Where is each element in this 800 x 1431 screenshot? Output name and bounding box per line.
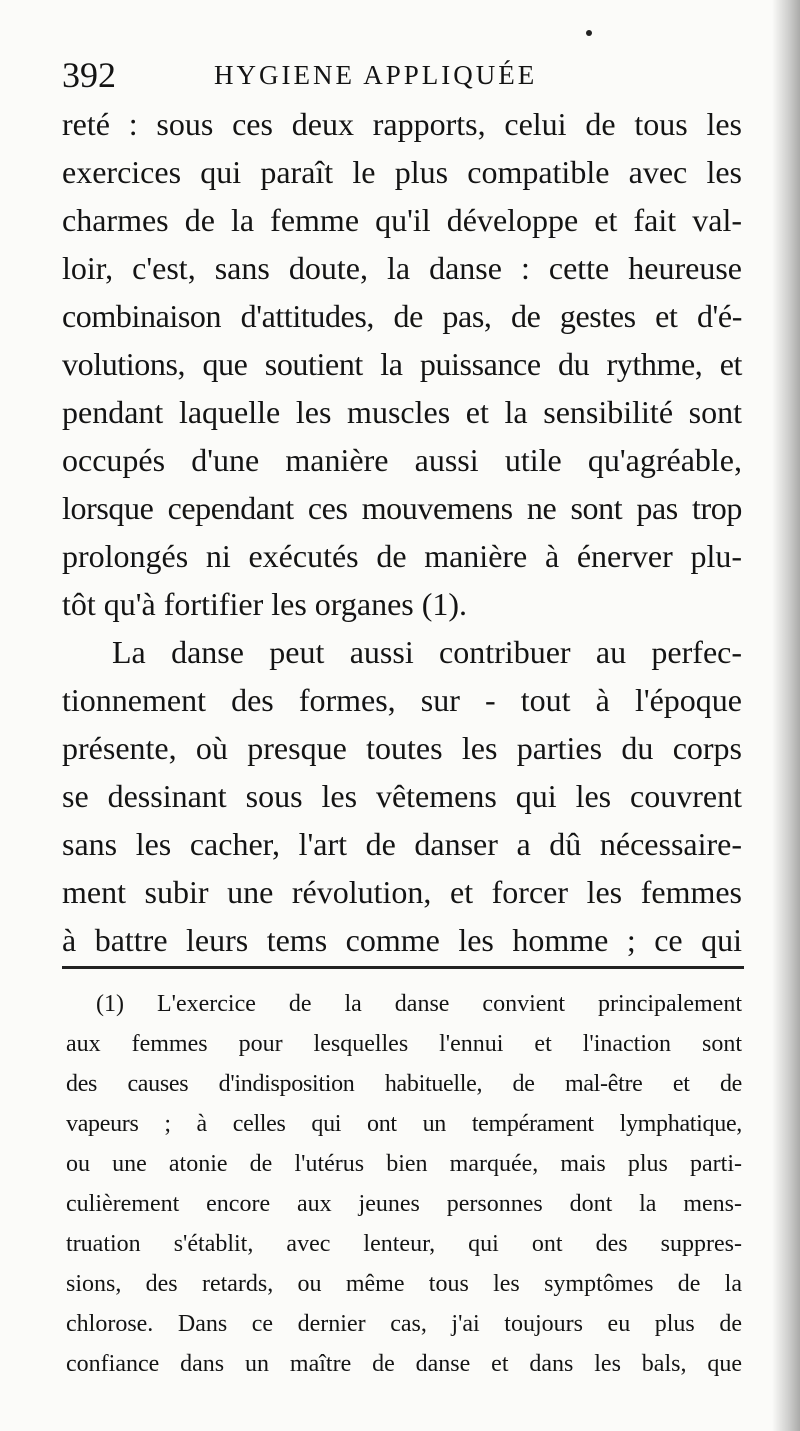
text-line: La danse peut aussi contribuer au perfec- [112, 634, 742, 670]
footnote-line: des causes d'indisposition habituelle, de mal-être et de [66, 1071, 742, 1097]
text-line: présente, où presque toutes les parties du corps [62, 730, 742, 766]
text-line: charmes de la femme qu'il développe et fait val- [62, 202, 742, 238]
footnote [66, 984, 742, 1384]
text-line: volutions, que soutient la puissance du rythme, et [62, 346, 742, 382]
text-line: reté : sous ces deux rapports, celui de tous les [62, 106, 742, 142]
text-line: pendant laquelle les muscles et la sensibilité sont [62, 394, 742, 430]
text-line: tôt qu'à fortifier les organes (1). [62, 586, 468, 622]
page-number: 392 [62, 55, 116, 95]
running-head: HYGIENE APPLIQUÉE [214, 60, 538, 90]
text-line: sans les cacher, l'art de danser a dû nécessaire- [62, 826, 742, 862]
text-line: lorsque cependant ces mouvemens ne sont pas trop [62, 490, 742, 526]
text-line: à battre leurs tems comme les homme ; ce qui [62, 922, 742, 958]
text-line: combinaison d'attitudes, de pas, de gestes et d'é- [62, 298, 742, 334]
binding-shadow [772, 0, 800, 1431]
text-line: se dessinant sous les vêtemens qui les couvrent [62, 778, 742, 814]
footnote-line: confiance dans un maître de danse et dans les bals, que [66, 1351, 742, 1377]
footnote-line: vapeurs ; à celles qui ont un tempérament lymphatique, [66, 1111, 742, 1137]
footnote-line: ou une atonie de l'utérus bien marquée, mais plus parti- [66, 1151, 742, 1177]
text-line: ment subir une révolution, et forcer les femmes [62, 874, 742, 910]
text-line: tionnement des formes, sur - tout à l'époque [62, 682, 742, 718]
footnote-line: culièrement encore aux jeunes personnes dont la mens- [66, 1191, 742, 1217]
footnote-line: (1) L'exercice de la danse convient principalement [96, 991, 742, 1017]
page-header [62, 50, 752, 100]
text-line: occupés d'une manière aussi utile qu'agréable, [62, 442, 742, 478]
footnote-line: sions, des retards, ou même tous les symptômes de la [66, 1271, 742, 1297]
text-line: exercices qui paraît le plus compatible avec les [62, 154, 742, 190]
main-text [62, 100, 742, 964]
text-line: loir, c'est, sans doute, la danse : cette heureuse [62, 250, 742, 286]
footnote-line: aux femmes pour lesquelles l'ennui et l'inaction sont [66, 1031, 742, 1057]
text-line: prolongés ni exécutés de manière à énerver plu- [62, 538, 742, 574]
footnote-line: truation s'établit, avec lenteur, qui ont des suppres- [66, 1231, 742, 1257]
ink-speck [586, 30, 592, 36]
footnote-rule [62, 966, 744, 969]
footnote-line: chlorose. Dans ce dernier cas, j'ai toujours eu plus de [66, 1311, 742, 1337]
